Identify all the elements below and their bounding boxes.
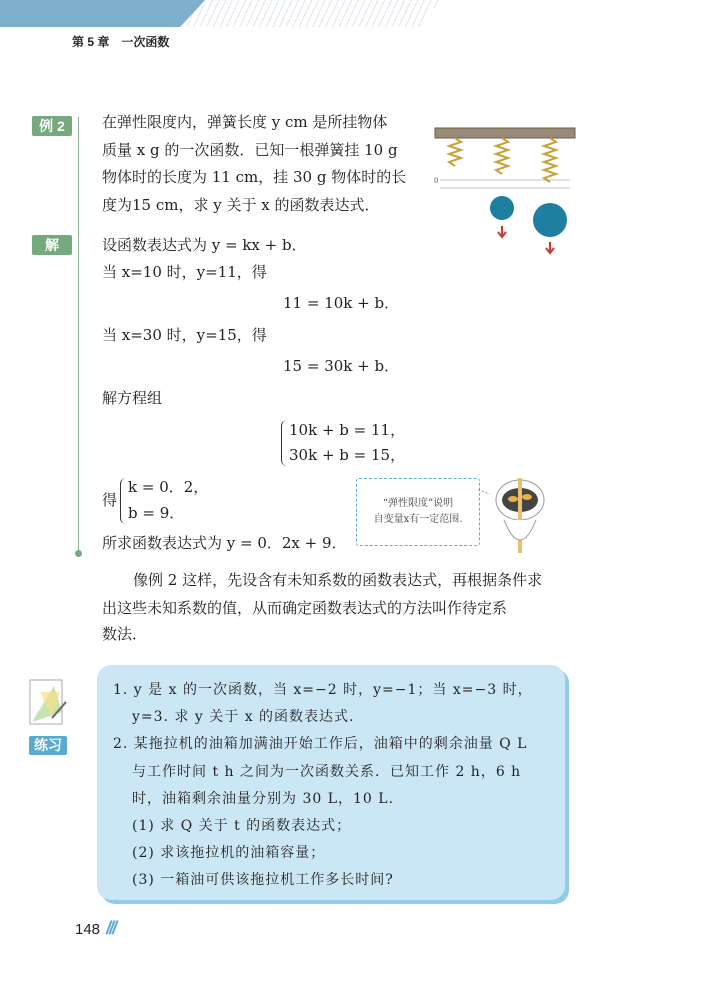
paragraph-line: 数法． bbox=[102, 625, 148, 643]
example-rule bbox=[78, 117, 79, 553]
solution-tag: 解 bbox=[32, 235, 72, 255]
practice-line: 与工作时间 t h 之间为一次函数关系．已知工作 2 h，6 h bbox=[132, 764, 522, 780]
spring-figure bbox=[430, 122, 580, 262]
practice-icon bbox=[24, 672, 72, 734]
header-hatch bbox=[180, 0, 440, 27]
example-line: 质量 x g 的一次函数．已知一根弹簧挂 10 g bbox=[102, 141, 398, 159]
chapter-title: 第 5 章 一次函数 bbox=[72, 35, 170, 49]
system-brace bbox=[281, 420, 288, 466]
example-line: 物体时的长度为 11 cm，挂 30 g 物体时的长 bbox=[102, 168, 407, 186]
result-equation: b = 9． bbox=[128, 504, 185, 522]
system-equation: 30k + b = 15， bbox=[289, 446, 406, 464]
note-bubble bbox=[356, 478, 480, 546]
solution-line: 设函数表达式为 y = kx + b． bbox=[102, 236, 307, 254]
example-rule-end bbox=[75, 550, 82, 557]
solution-final: 所求函数表达式为 y = 0．2x + 9． bbox=[102, 534, 347, 552]
equation: 11 = 10k + b． bbox=[283, 294, 400, 312]
paragraph-line: 像例 2 这样，先设含有未知系数的函数表达式，再根据条件求 bbox=[133, 571, 543, 589]
robot-mascot-icon bbox=[478, 470, 558, 555]
example-line: 在弹性限度内，弹簧长度 y cm 是所挂物体 bbox=[102, 113, 388, 131]
practice-box bbox=[97, 665, 565, 900]
solution-line: 当 x=10 时，y=11，得 bbox=[102, 263, 267, 281]
example-tag: 例 2 bbox=[32, 116, 72, 136]
solution-line: 当 x=30 时，y=15，得 bbox=[102, 326, 267, 344]
solution-line: 得 bbox=[102, 491, 118, 509]
system-equation: 10k + b = 11， bbox=[289, 421, 406, 439]
practice-subitem: (3) 一箱油可供该拖拉机工作多长时间? bbox=[132, 872, 394, 888]
note-line: 自变量x有一定范围. bbox=[373, 514, 463, 525]
example-line: 度为15 cm，求 y 关于 x 的函数表达式． bbox=[102, 196, 380, 214]
note-line: “弹性限度”说明 bbox=[382, 498, 454, 509]
practice-line: 时，油箱剩余油量分别为 30 L，10 L． bbox=[132, 791, 404, 807]
result-equation: k = 0．2， bbox=[128, 478, 209, 496]
practice-line: 1. y 是 x 的一次函数，当 x=−2 时，y=−1；当 x=−3 时， bbox=[113, 682, 533, 698]
result-brace bbox=[120, 478, 127, 524]
practice-subitem: (1) 求 Q 关于 t 的函数表达式； bbox=[132, 818, 352, 834]
paragraph-line: 出这些未知系数的值，从而确定函数表达式的方法叫作待定系 bbox=[102, 599, 508, 617]
header-band bbox=[0, 0, 205, 27]
page-decor: /// bbox=[106, 918, 116, 938]
solution-line: 解方程组 bbox=[102, 389, 163, 407]
equation: 15 = 30k + b． bbox=[283, 357, 400, 375]
practice-tag: 练习 bbox=[29, 736, 67, 755]
practice-subitem: (2) 求该拖拉机的油箱容量； bbox=[132, 845, 326, 861]
practice-line: 2. 某拖拉机的油箱加满油开始工作后，油箱中的剩余油量 Q L bbox=[113, 736, 528, 752]
page-number: 148 bbox=[75, 921, 101, 938]
figure-zero-label: 0 bbox=[434, 177, 439, 185]
practice-line: y=3. 求 y 关于 x 的函数表达式. bbox=[132, 709, 355, 725]
